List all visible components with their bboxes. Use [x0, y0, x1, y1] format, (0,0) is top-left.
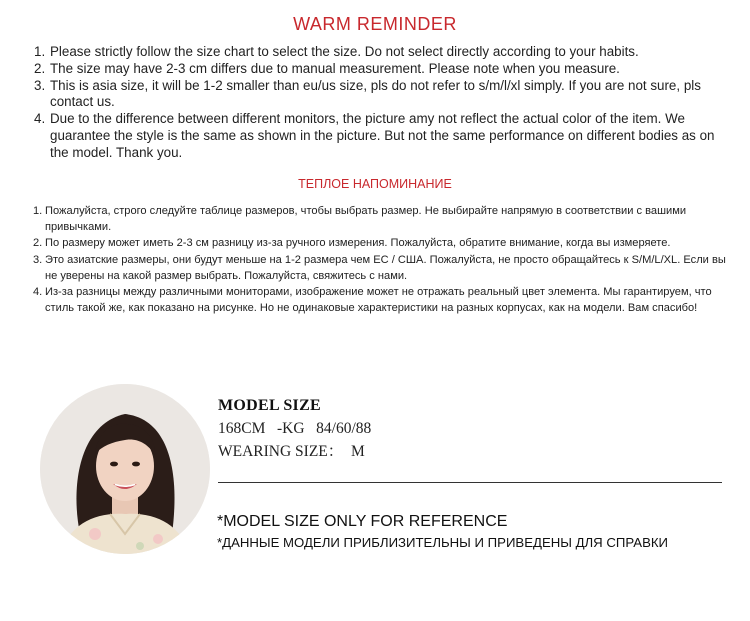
- item-text: Из-за разницы между различными мониторами, изображение может не отражать реальный цвет элемента. Мы гарантируем, что стиль такой же, как показано на рисунке. Но не одинаковые характеристики на разных корпусах, как на модели. Вам спасибо!: [45, 286, 712, 315]
- russian-reminder-item: [33, 203, 733, 235]
- section-divider: [218, 482, 722, 483]
- english-reminder-item: [34, 44, 724, 61]
- item-text: По размеру может иметь 2-3 см разницу из-за ручного измерения. Пожалуйста, обратите внимание, когда вы измеряете.: [45, 237, 671, 250]
- model-portrait: [40, 384, 210, 554]
- russian-reminder-title: ТЕПЛОЕ НАПОМИНАНИЕ: [298, 177, 452, 191]
- item-text: Please strictly follow the size chart to select the size. Do not select directly according to your habits.: [50, 44, 639, 59]
- english-reminder-item: [34, 111, 724, 161]
- reference-note-english: *MODEL SIZE ONLY FOR REFERENCE: [217, 513, 508, 530]
- item-text: Due to the difference between different monitors, the picture amy not reflect the actual color of the item. We guarantee the style is the same as shown in the picture. But not the same performance on different bodies as on the model. Thank you.: [50, 111, 715, 160]
- model-size-title: MODEL SIZE: [218, 397, 322, 414]
- item-text: Это азиатские размеры, они будут меньше на 1-2 размера чем ЕС / США. Пожалуйста, не просто обращайтесь к S/M/L/XL. Если вы не уверены на какой размер выбрать. Пожалуйста, свяжитесь с нами.: [45, 253, 726, 282]
- warm-reminder-title: WARM REMINDER: [293, 14, 457, 34]
- english-reminder-item: [34, 78, 724, 112]
- item-number: 4.: [33, 286, 43, 299]
- item-number: 1.: [33, 205, 43, 217]
- russian-reminder-item: [33, 235, 733, 251]
- item-text: This is asia size, it will be 1-2 smaller than eu/us size, pls do not refer to s/m/l/xl simply. If you are not sure, pls contact us.: [50, 77, 701, 110]
- model-portrait-illustration: [40, 384, 210, 554]
- english-reminder-list: [34, 44, 724, 162]
- item-number: 1.: [34, 44, 46, 59]
- item-number: 3.: [34, 77, 46, 93]
- wearing-size: WEARING SIZE： M: [218, 443, 365, 460]
- russian-reminder-item: [33, 252, 733, 284]
- item-number: 2.: [33, 237, 43, 250]
- item-number: 4.: [34, 111, 46, 127]
- item-text: The size may have 2-3 cm differs due to manual measurement. Please note when you measure.: [50, 60, 620, 76]
- model-measurements: 168CM -KG 84/60/88: [218, 420, 372, 437]
- item-number: 2.: [34, 60, 46, 76]
- russian-reminder-list: [33, 203, 733, 316]
- item-text: Пожалуйста, строго следуйте таблице размеров, чтобы выбрать размер. Не выбирайте напрямую в соответствии с вашими привычками.: [45, 205, 687, 234]
- reference-note-russian: *ДАННЫЕ МОДЕЛИ ПРИБЛИЗИТЕЛЬНЫ И ПРИВЕДЕНЫ ДЛЯ СПРАВКИ: [217, 535, 669, 550]
- russian-reminder-item: [33, 284, 733, 316]
- english-reminder-item: [34, 61, 724, 78]
- item-number: 3.: [33, 253, 43, 266]
